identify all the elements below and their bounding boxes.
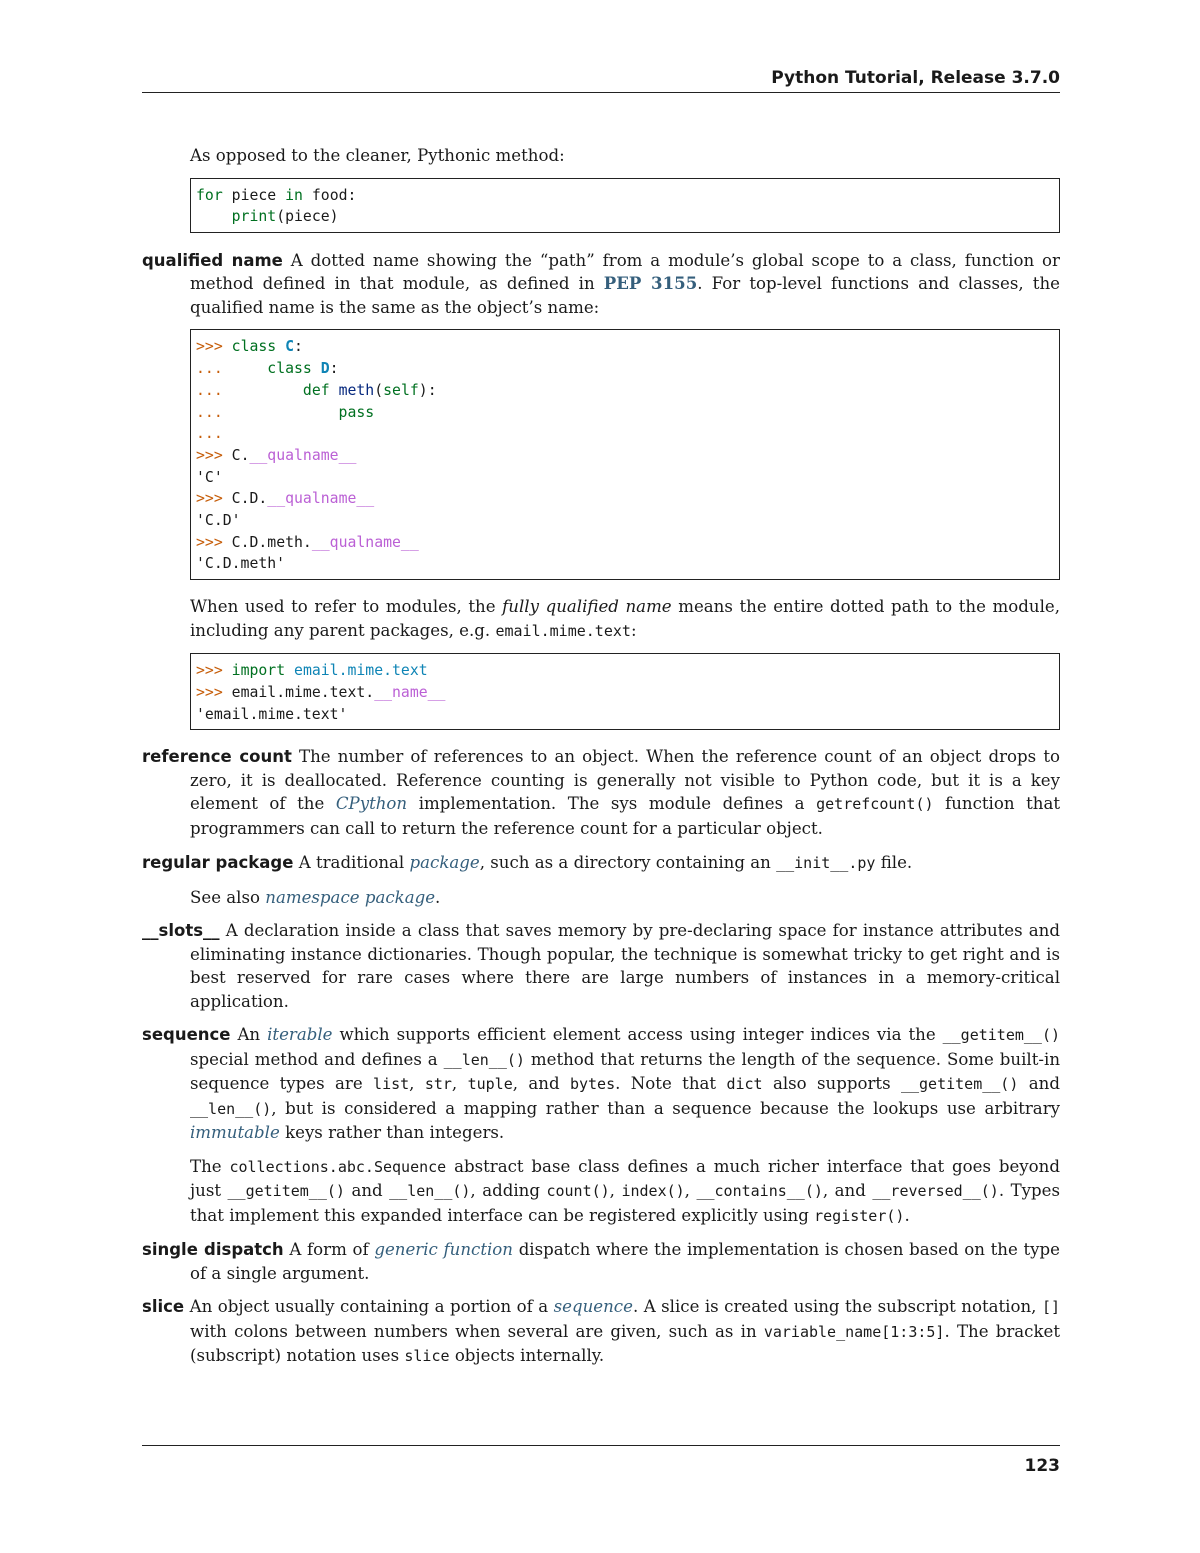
- iterable-link[interactable]: iterable: [267, 1025, 333, 1045]
- term-reference-count: reference count: [142, 747, 292, 767]
- intro-paragraph: As opposed to the cleaner, Pythonic method:: [190, 146, 565, 165]
- namespace-package-link[interactable]: namespace package: [265, 887, 436, 907]
- term-slots: __slots__: [142, 921, 220, 941]
- immutable-link[interactable]: immutable: [190, 1123, 280, 1143]
- glossary-entry-sequence: sequence An iterable which supports efficient element access using integer indices via the __getitem__() special method and defines a __len__() method that returns the length of the sequence. Some built-in sequence types are list, str, tuple, and bytes. Note that dict also supports __getitem__() and __len__(), but is considered a mapping rather than a sequence because the lookups use arbitrary immutable keys rather than integers.: [142, 1025, 1061, 1143]
- glossary-entry-single-dispatch: single dispatch A form of generic function dispatch where the implementation is chosen based on the type of a single argument.: [142, 1240, 1060, 1283]
- code-block-qualname: >>> class C: ... class D: ... def meth(self): ... pass ... >>> C.__qualname__ 'C' >>> C.D.__qualname__ 'C.D' >>> C.D.meth.__qualname__ 'C.D.meth': [190, 329, 1060, 580]
- see-also-paragraph: See also namespace package.: [190, 887, 441, 907]
- term-slice: slice: [142, 1297, 185, 1317]
- sequence-link[interactable]: sequence: [553, 1297, 633, 1317]
- code-block-email-mime: >>> import email.mime.text >>> email.mime.text.__name__ 'email.mime.text': [190, 653, 1060, 730]
- cpython-link[interactable]: CPython: [335, 794, 408, 814]
- glossary-entry-slots: __slots__ A declaration inside a class that saves memory by pre-declaring space for instance attributes and eliminating instance dictionaries. Though popular, the technique is somewhat tricky to get right and is best reserved for rare cases where there are large numbers of instances in a memory-critical application.: [142, 921, 1060, 1011]
- term-qualified-name: qualified name: [142, 250, 283, 270]
- page-footer: [142, 1445, 1060, 1476]
- generic-function-link[interactable]: generic function: [374, 1240, 513, 1260]
- term-regular-package: regular package: [142, 853, 294, 873]
- running-header: [142, 66, 1060, 93]
- term-sequence: sequence: [142, 1025, 231, 1045]
- package-link[interactable]: package: [409, 853, 480, 873]
- code-block-for-loop: for piece in food: print(piece): [190, 178, 1060, 233]
- sequence-abc-paragraph: The collections.abc.Sequence abstract base class defines a much richer interface that goes beyond just __getitem__() and __len__(), adding count(), index(), __contains__(), and __reversed__(). Types that implement this expanded interface can be registered explicitly using register().: [190, 1156, 1060, 1225]
- glossary-entry-reference-count: reference count The number of references to an object. When the reference count of an object drops to zero, it is deallocated. Reference counting is generally not visible to Python code, but it is a key element of the CPython implementation. The sys module defines a getrefcount() function that programmers can call to return the reference count for a particular object.: [142, 747, 1061, 838]
- glossary-entry-slice: slice An object usually containing a portion of a sequence. A slice is created using the subscript notation, [] with colons between numbers when several are given, such as in variable_name[1:3:5]. The bracket (subscript) notation uses slice objects internally.: [142, 1297, 1060, 1366]
- glossary-entry-qualified-name: qualified name A dotted name showing the “path” from a module’s global scope to a class, function or method defined in that module, as defined in PEP 3155. For top-level functions and classes, the qualified name is the same as the object’s name:: [142, 250, 1060, 317]
- qualified-name-module-paragraph: When used to refer to modules, the fully qualified name means the entire dotted path to the module, including any parent packages, e.g. email.mime.text:: [190, 597, 1060, 640]
- glossary-content: [142, 140, 1060, 1369]
- glossary-entry-regular-package: regular package A traditional package, such as a directory containing an __init__.py file.: [142, 853, 913, 873]
- header-title: Python Tutorial, Release 3.7.0: [771, 68, 1060, 88]
- term-single-dispatch: single dispatch: [142, 1240, 284, 1260]
- pep-3155-link[interactable]: PEP 3155: [603, 273, 698, 294]
- page-number: 123: [1024, 1456, 1060, 1476]
